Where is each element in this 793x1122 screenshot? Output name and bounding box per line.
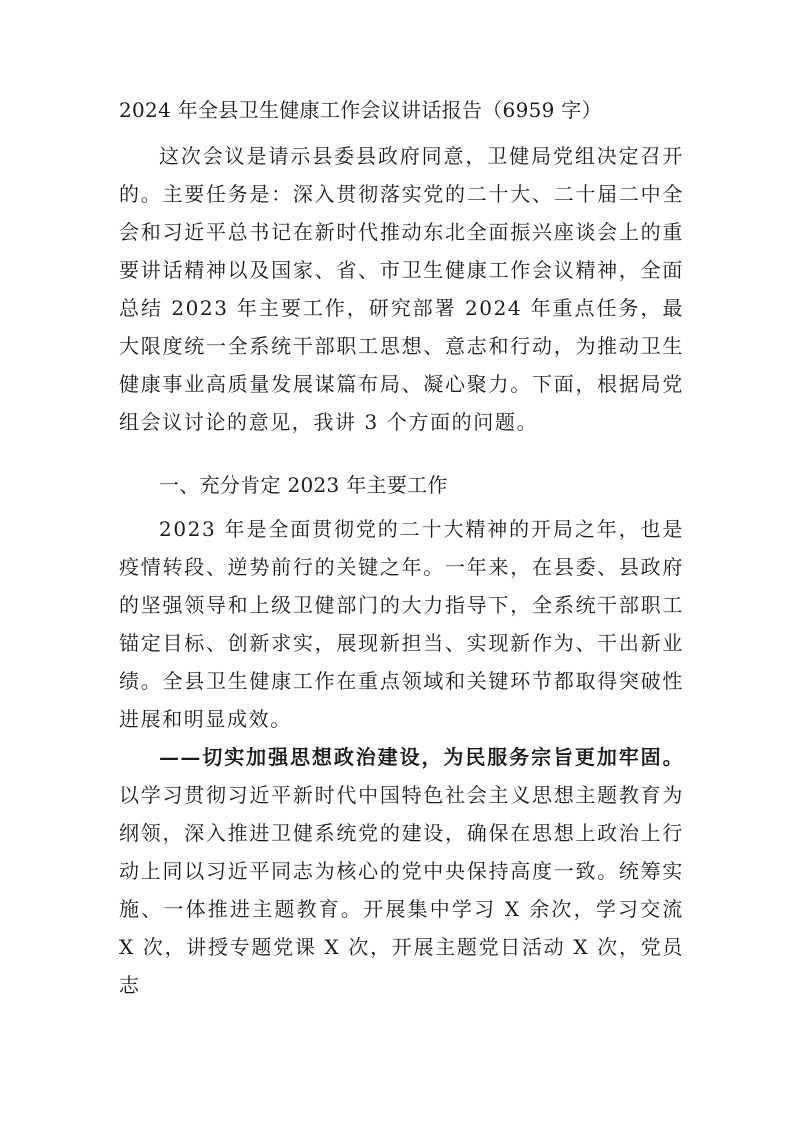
subsection-text: 以学习贯彻习近平新时代中国特色社会主义思想主题教育为纲领，深入推进卫健系统党的建设，确保在思想上政治上行动上同以习近平同志为核心的党中央保持高度一致。统筹实施、一体推进主题教育。开展集中学习 X 余次，学习交流 X 次，讲授专题党课 X 次，开展主题党日活动 X 次，党员志 [119, 783, 684, 997]
subsection-paragraph [119, 738, 684, 1004]
document-title: 2024 年全县卫生健康工作会议讲话报告（6959 字） [119, 98, 602, 122]
section-heading: 一、充分肯定 2023 年主要工作 [159, 473, 448, 497]
section-paragraph: 2023 年是全面贯彻党的二十大精神的开局之年，也是疫情转段、逆势前行的关键之年。一年来，在县委、县政府的坚强领导和上级卫健部门的大力指导下，全系统干部职工锚定目标、创新求实，展现新担当、实现新作为、干出新业绩。全县卫生健康工作在重点领域和关键环节都取得突破性进展和明显成效。 [119, 517, 684, 731]
intro-paragraph: 这次会议是请示县委县政府同意，卫健局党组决定召开的。主要任务是：深入贯彻落实党的二十大、二十届二中全会和习近平总书记在新时代推动东北全面振兴座谈会上的重要讲话精神以及国家、省、市卫生健康工作会议精神，全面总结 2023 年主要工作，研究部署 2024 年重点任务，最大限度统一全系统干部职工思想、意志和行动，为推动卫生健康事业高质量发展谋篇布局、凝心聚力。下面，根据局党组会议讨论的意见，我讲 3 个方面的问题。 [119, 144, 684, 434]
subsection-lead: ——切实加强思想政治建设，为民服务宗旨更加牢固。 [159, 745, 684, 769]
